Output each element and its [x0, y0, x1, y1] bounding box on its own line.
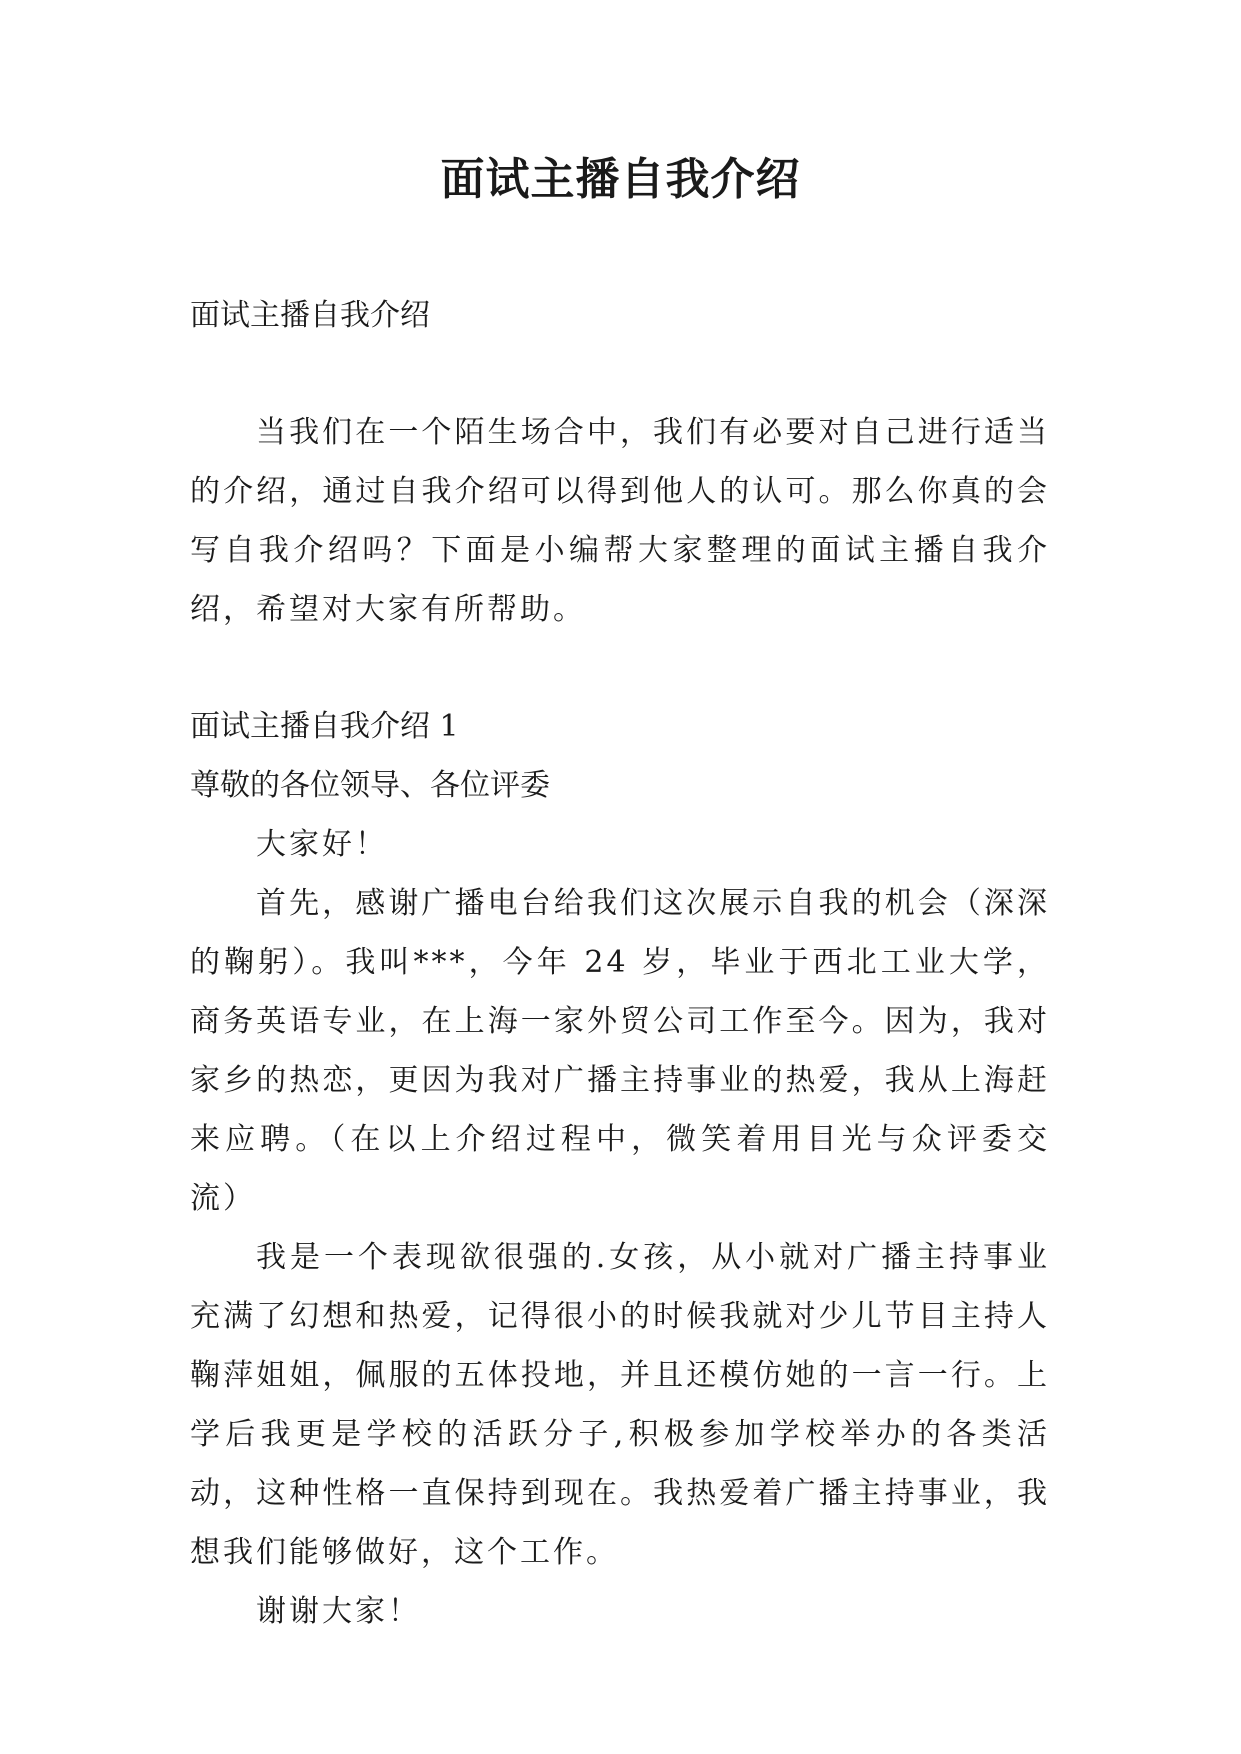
document-title: 面试主播自我介绍: [440, 154, 801, 205]
closing-line: 谢谢大家！: [256, 1594, 421, 1629]
document-subtitle: 面试主播自我介绍: [190, 298, 430, 333]
body-paragraph-1: 首先，感谢广播电台给我们这次展示自我的机会（深深的鞠躬）。我叫***，今年 24 岁，毕业于西北工业大学，商务英语专业，在上海一家外贸公司工作至今。因为，我对家乡的热恋，更因为我对广播主持事业的热爱，我从上海赶来应聘。（在以上介绍过程中，微笑着用目光与众评委交流）: [190, 886, 1050, 1216]
salutation: 尊敬的各位领导、各位评委: [190, 768, 550, 803]
document-body: [190, 286, 1050, 1641]
body-paragraph-2: 我是一个表现欲很强的.女孩，从小就对广播主持事业充满了幻想和热爱，记得很小的时候我就对少儿节目主持人鞠萍姐姐，佩服的五体投地，并且还模仿她的一言一行。上学后我更是学校的活跃分子,积极参加学校举办的各类活动，这种性格一直保持到现在。我热爱着广播主持事业，我想我们能够做好，这个工作。: [190, 1240, 1050, 1570]
section-heading: 面试主播自我介绍 1: [190, 709, 459, 744]
intro-paragraph: 当我们在一个陌生场合中，我们有必要对自己进行适当的介绍，通过自我介绍可以得到他人的认可。那么你真的会写自我介绍吗？下面是小编帮大家整理的面试主播自我介绍，希望对大家有所帮助。: [190, 415, 1050, 627]
greeting: 大家好！: [256, 827, 388, 862]
